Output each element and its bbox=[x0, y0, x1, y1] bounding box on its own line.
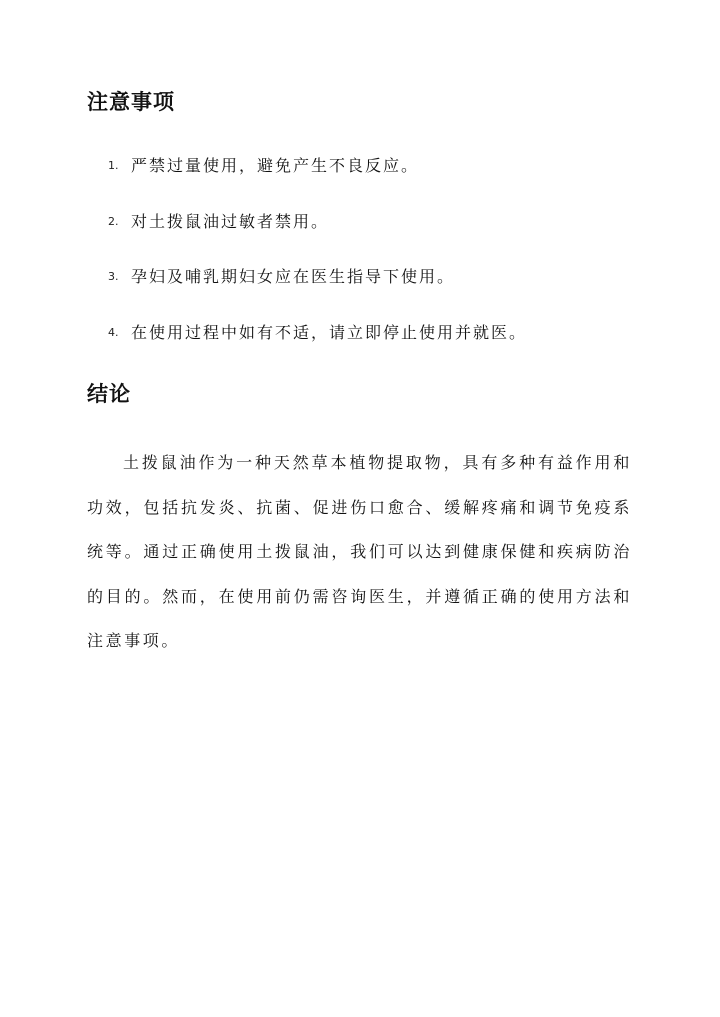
list-item bbox=[108, 321, 668, 345]
list-item-number: 3. bbox=[108, 270, 119, 283]
list-item-text: 孕妇及哺乳期妇女应在医生指导下使用。 bbox=[131, 267, 456, 286]
list-item-number: 1. bbox=[108, 159, 119, 172]
list-item-number: 4. bbox=[108, 326, 119, 339]
list-item-text: 在使用过程中如有不适，请立即停止使用并就医。 bbox=[131, 323, 528, 342]
list-item-text: 严禁过量使用，避免产生不良反应。 bbox=[131, 156, 420, 175]
list-item bbox=[108, 265, 668, 289]
conclusion-heading: 结论 bbox=[87, 382, 131, 406]
conclusion-paragraph: 土拨鼠油作为一种天然草本植物提取物，具有多种有益作用和功效，包括抗发炎、抗菌、促进伤口愈合、缓解疼痛和调节免疫系统等。通过正确使用土拨鼠油，我们可以达到健康保健和疾病防治的目的。然而，在使用前仍需咨询医生，并遵循正确的使用方法和注意事项。 bbox=[87, 453, 632, 650]
list-item bbox=[108, 154, 668, 178]
notes-heading: 注意事项 bbox=[87, 90, 175, 114]
list-item-text: 对土拨鼠油过敏者禁用。 bbox=[131, 212, 330, 231]
list-item-number: 2. bbox=[108, 215, 119, 228]
list-item bbox=[108, 210, 668, 234]
